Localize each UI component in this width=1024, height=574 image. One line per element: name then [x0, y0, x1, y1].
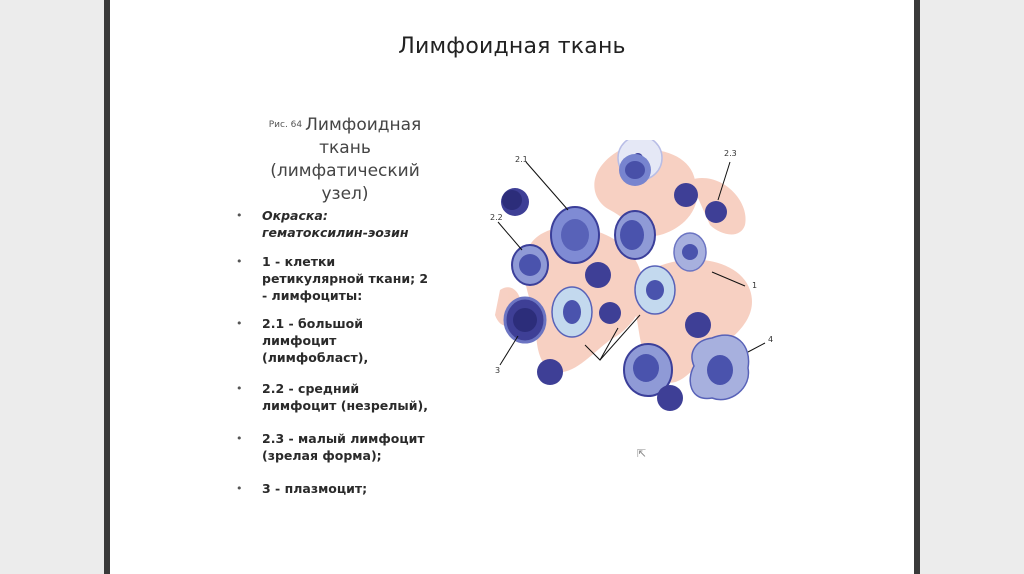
- cell-nucleus: [563, 300, 581, 324]
- mouse-cursor-icon: ⇱: [637, 447, 647, 460]
- cell-small-lymphocyte: [537, 359, 563, 385]
- histology-illustration: [490, 140, 780, 430]
- cell-nucleus: [707, 355, 733, 385]
- label-2-1: 2.1: [515, 155, 528, 164]
- bullet-medium-lymphocyte: • 2.2 - средний лимфоцит (незрелый),: [234, 380, 434, 414]
- label-4: 4: [768, 335, 774, 344]
- right-margin: [920, 0, 1024, 574]
- figure-number: Рис. 64: [268, 120, 303, 130]
- left-margin: [0, 0, 104, 574]
- cell-nucleus: [633, 354, 659, 382]
- cell-small-lymphocyte: [585, 262, 611, 288]
- bullet-reticular-lymphocytes: • 1 - клетки ретикулярной ткани; 2 - лимфоциты:: [234, 253, 434, 304]
- figure-caption: [260, 114, 430, 206]
- cell-small-lymphocyte: [599, 302, 621, 324]
- cell-nucleus: [646, 280, 664, 300]
- bullet-plasmocyte: • 3 - плазмоцит;: [234, 480, 434, 497]
- cell-nucleus: [502, 190, 522, 210]
- label-1: 1: [752, 281, 758, 290]
- cell-small-lymphocyte: [685, 312, 711, 338]
- cell-nucleus: [682, 244, 698, 260]
- label-2-3: 2.3: [724, 149, 737, 158]
- bullet-staining: • Окраска: гематоксилин-эозин: [234, 207, 434, 241]
- cell-small-lymphocyte: [705, 201, 727, 223]
- figure-caption-text: Лимфоидная ткань (лимфатический узел): [270, 115, 422, 204]
- cell-nucleus: [625, 161, 645, 179]
- cell-nucleus: [620, 220, 644, 250]
- cell-nucleus: [519, 254, 541, 276]
- bullet-small-lymphocyte: • 2.3 - малый лимфоцит (зрелая форма);: [234, 430, 434, 464]
- cell-nucleus: [513, 308, 537, 332]
- bullet-list: [234, 207, 434, 511]
- cell-small-lymphocyte: [674, 183, 698, 207]
- cell-nucleus: [561, 219, 589, 251]
- label-2-2: 2.2: [490, 213, 503, 222]
- label-3: 3: [495, 366, 501, 375]
- slide-title: Лимфоидная ткань: [398, 34, 626, 59]
- cell-small-lymphocyte: [657, 385, 683, 411]
- slide: [110, 0, 914, 574]
- bullet-large-lymphocyte: • 2.1 - большой лимфоцит (лимфобласт),: [234, 315, 434, 366]
